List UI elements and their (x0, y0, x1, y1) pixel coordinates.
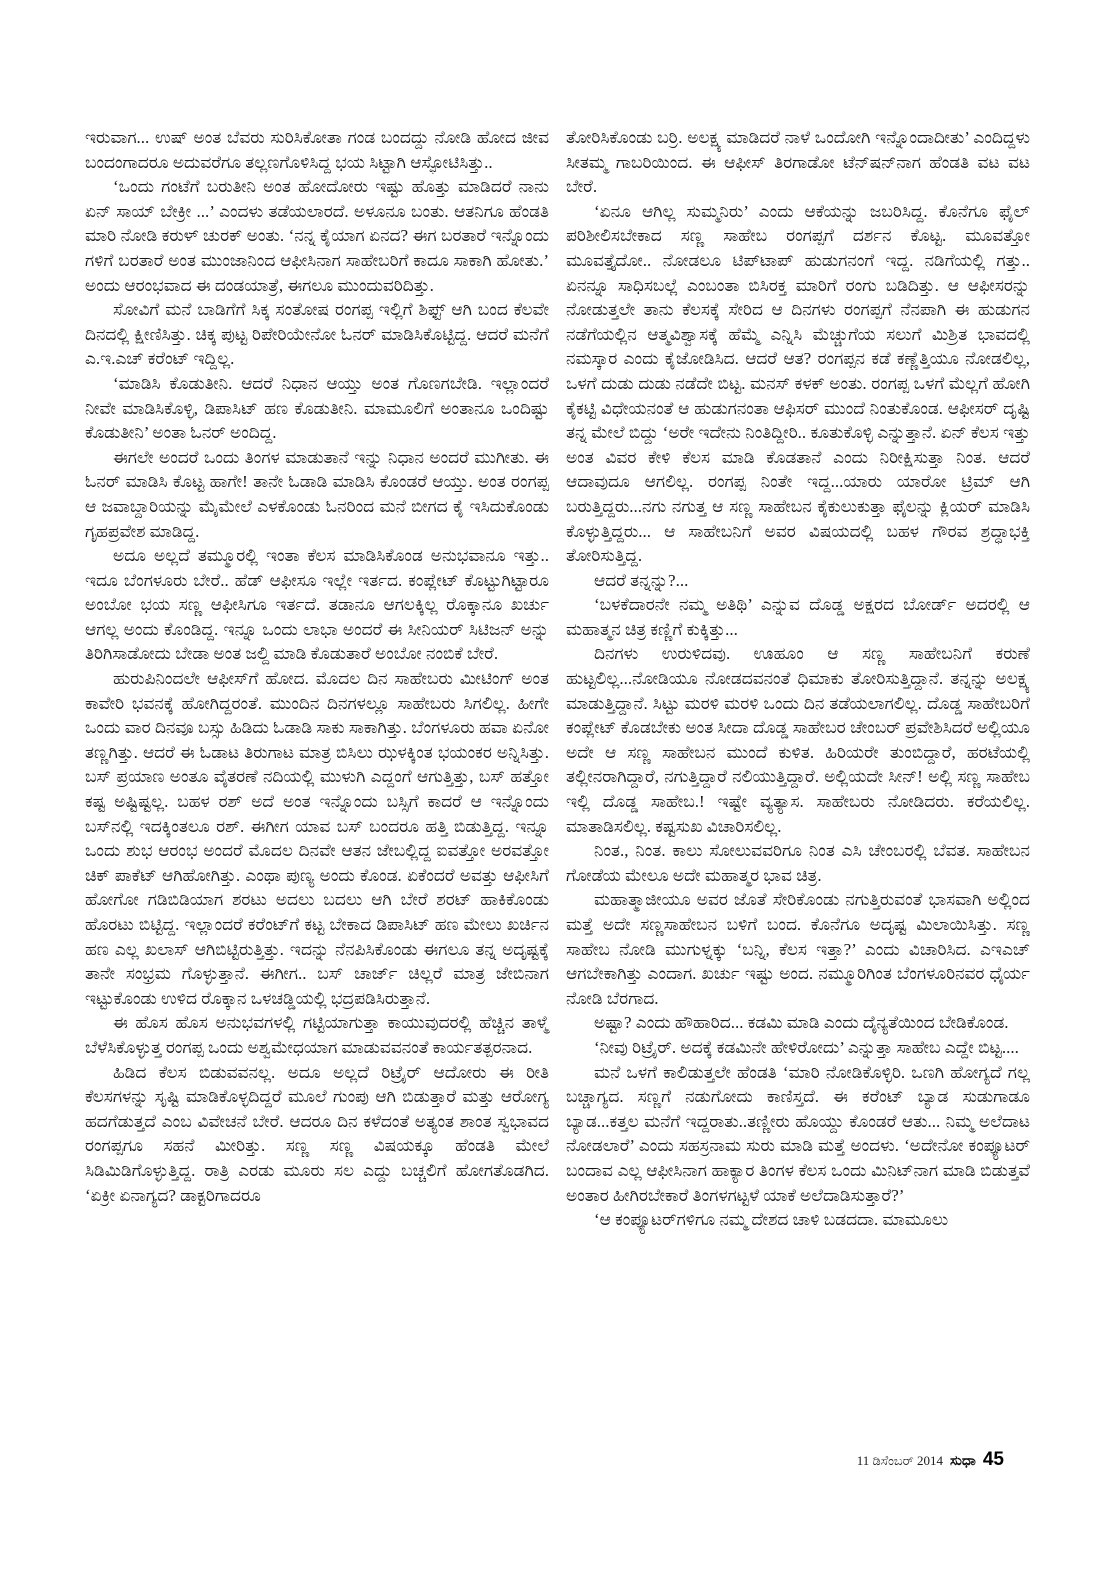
story-paragraph: ನಿಂತ., ನಿಂತ. ಕಾಲು ಸೋಲುವವರಿಗೂ ನಿಂತ ಎಸಿ ಚೇಂಬರಲ್ಲಿ ಬೆವತ. ಸಾಹೇಬನ ಗೋಡೆಯ ಮೇಲೂ ಅದೇ ಮಹಾತ್ಮರ ಭಾವ ಚಿತ್ರ. (566, 841, 1030, 885)
story-paragraph: ಈಗಲೇ ಅಂದರೆ ಒಂದು ತಿಂಗಳ ಮಾಡುತಾನೆ ಇನ್ನು ನಿಧಾನ ಅಂದರೆ ಮುಗೀತು. ಈ ಓನರ್ ಮಾಡಿಸಿ ಕೊಟ್ಟ ಹಾಗೇ! ತಾನೇ ಓಡಾಡಿ ಮಾಡಿಸಿ ಕೊಂಡರೆ ಆಯ್ತು. ಅಂತ ರಂಗಪ್ಪ ಆ ಜವಾಬ್ದಾರಿಯನ್ನು ಮೈಮೇಲೆ ಎಳಕೊಂಡು ಓನರಿಂದ ಮನೆ ಬೀಗದ ಕೈ ಇಸಿದುಕೊಂಡು ಗೃಹಪ್ರವೇಶ ಮಾಡಿದ್ದ. (85, 447, 549, 541)
story-paragraph: ದಿನಗಳು ಉರುಳಿದವು. ಊಹೂಂ ಆ ಸಣ್ಣ ಸಾಹೇಬನಿಗೆ ಕರುಣೆ ಹುಟ್ಟಲಿಲ್ಲ...ನೋಡಿಯೂ ನೋಡದವನಂತೆ ಧಿಮಾಕು ತೋರಿಸುತ್ತಿದ್ದಾನೆ. ತನ್ನನ್ನು ಅಲಕ್ಷ್ಯ ಮಾಡುತ್ತಿದ್ದಾನೆ. ಸಿಟ್ಟು ಮರಳಿ ಮರಳಿ ಒಂದು ದಿನ ತಡೆಯಲಾಗಲಿಲ್ಲ. ದೊಡ್ಡ ಸಾಹೇಬರಿಗೆ ಕಂಪ್ಲೇಟ್ ಕೊಡಬೇಕು ಅಂತ ಸೀದಾ ದೊಡ್ಡ ಸಾಹೇಬರ ಚೇಂಬರ್ ಪ್ರವೇಶಿಸಿದರೆ ಅಲ್ಲಿಯೂ ಅದೇ ಆ ಸಣ್ಣ ಸಾಹೇಬನ ಮುಂದೆ ಕುಳಿತ. ಹಿರಿಯರೇ ತುಂಬಿದ್ದಾರೆ, ಹರಟೆಯಲ್ಲಿ ತಲ್ಲೀನರಾಗಿದ್ದಾರೆ, ನಗುತ್ತಿದ್ದಾರೆ ನಲಿಯುತ್ತಿದ್ದಾರೆ. ಅಲ್ಲಿಯದೇ ಸೀನ್! ಅಲ್ಲಿ ಸಣ್ಣ ಸಾಹೇಬ ಇಲ್ಲಿ ದೊಡ್ಡ ಸಾಹೇಬ.! ಇಷ್ಟೇ ವ್ಯತ್ಯಾಸ. ಸಾಹೇಬರು ನೋಡಿದರು. ಕರೆಯಲಿಲ್ಲ. ಮಾತಾಡಿಸಲಿಲ್ಲ. ಕಷ್ಟಸುಖ ವಿಚಾರಿಸಲಿಲ್ಲ. (566, 644, 1030, 836)
page-footer (857, 1449, 1004, 1471)
story-paragraph: ಅದೂ ಅಲ್ಲದೆ ತಮ್ಮೂರಲ್ಲಿ ಇಂತಾ ಕೆಲಸ ಮಾಡಿಸಿಕೊಂಡ ಅನುಭವಾನೂ ಇತ್ತು.. ಇದೂ ಬೆಂಗಳೂರು ಬೇರೆ.. ಹೆಡ್ ಆಫೀಸೂ ಇಲ್ಲೇ ಇರ್ತದ. ಕಂಪ್ಲೇಟ್ ಕೊಟ್ಟುಗಿಟ್ಟಾರೂ ಅಂಬೋ ಭಯ ಸಣ್ಣ ಆಫೀಸಿಗೂ ಇರ್ತದೆ. ತಡಾನೂ ಆಗಲಕ್ಕಿಲ್ಲ ರೊಕ್ಕಾನೂ ಖರ್ಚು ಆಗಲ್ಲ ಅಂದು ಕೊಂಡಿದ್ದ. ಇನ್ನೂ ಒಂದು ಲಾಭಾ ಅಂದರೆ ಈ ಸೀನಿಯರ್ ಸಿಟಿಜನ್ ಅನ್ನು ತಿರಿಗಿಸಾಡೋದು ಬೇಡಾ ಅಂತ ಜಲ್ದಿ ಮಾಡಿ ಕೊಡುತಾರೆ ಅಂಬೋ ನಂಬಿಕೆ ಬೇರೆ. (85, 546, 549, 664)
footer-page-number: 45 (982, 1449, 1004, 1470)
story-paragraph: ಆದರೆ ತನ್ನನ್ನು?... (594, 570, 689, 590)
story-paragraph: ಮನೆ ಒಳಗೆ ಕಾಲಿಡುತ್ತಲೇ ಹೆಂಡತಿ ‘ಮಾರಿ ನೋಡಿಕೊಳ್ಳಿರಿ. ಒಣಗಿ ಹೋಗ್ಯದೆ ಗಲ್ಲ ಬಚ್ಚಾಗ್ಯದ. ಸಣ್ಣಗೆ ನಡುಗೋದು ಕಾಣಿಸ್ತದೆ. ಈ ಕರೆಂಟ್ ಬ್ಯಾಡ ಸುಡುಗಾಡೂ ಬ್ಯಾಡ...ಕತ್ತಲ ಮನೆಗೆ ಇದ್ದರಾತು..ತಣ್ಣೀರು ಹೊಯ್ದು ಕೊಂಡರೆ ಆತು... ನಿಮ್ಮ ಅಲೆದಾಟ ನೋಡಲಾರೆ’ ಎಂದು ಸಹಸ್ರನಾಮ ಸುರು ಮಾಡಿ ಮತ್ತೆ ಅಂದಳು. ‘ಅದೇನೋ ಕಂಪ್ಯೂಟರ್ ಬಂದಾವ ಎಲ್ಲ ಆಫೀಸಿನಾಗ ಹಾಕ್ಯಾರ ತಿಂಗಳ ಕೆಲಸ ಒಂದು ಮಿನಿಟ್‌ನಾಗ ಮಾಡಿ ಬಿಡುತ್ತವೆ ಅಂತಾರ ಹೀಗಿರಬೇಕಾರೆ ತಿಂಗಳಗಟ್ಟಳೆ ಯಾಕೆ ಅಲೆದಾಡಿಸುತ್ತಾರೆ?’ (566, 1062, 1030, 1205)
footer-magazine-name: ಸುಧಾ (949, 1454, 976, 1469)
story-paragraph: ‘ಏನೂ ಆಗಿಲ್ಲ ಸುಮ್ಮನಿರು’ ಎಂದು ಆಕೆಯನ್ನು ಜಬರಿಸಿದ್ದ. ಕೊನೆಗೂ ಫೈಲ್ ಪರಿಶೀಲಿಸಬೇಕಾದ ಸಣ್ಣ ಸಾಹೇಬ ರಂಗಪ್ಪಗೆ ದರ್ಶನ ಕೊಟ್ಟ. ಮೂವತ್ತೋ ಮೂವತ್ತೈದೋ.. ನೋಡಲೂ ಟಿಪ್‌ಟಾಪ್ ಹುಡುಗನಂಗೆ ಇದ್ದ. ನಡಿಗೆಯಲ್ಲಿ ಗತ್ತು.. ಏನನ್ನೂ ಸಾಧಿಸಬಲ್ಲೆ ಎಂಬಂತಾ ಬಿಸಿರಕ್ತ ಮಾರಿಗೆ ರಂಗು ಬಡಿದಿತ್ತು. ಆ ಆಫೀಸರನ್ನು ನೋಡುತ್ತಲೇ ತಾನು ಕೆಲಸಕ್ಕೆ ಸೇರಿದ ಆ ದಿನಗಳು ರಂಗಪ್ಪಗೆ ನೆನಪಾಗಿ ಈ ಹುಡುಗನ ನಡೆಗೆಯಲ್ಲಿನ ಆತ್ಮವಿಶ್ವಾಸಕ್ಕೆ ಹೆಮ್ಮೆ ಎನ್ನಿಸಿ ಮೆಚ್ಚುಗೆಯ ಸಲುಗೆ ಮಿಶ್ರಿತ ಭಾವದಲ್ಲಿ ನಮಸ್ಕಾರ ಎಂದು ಕೈಜೋಡಿಸಿದ. ಆದರೆ ಆತ? ರಂಗಪ್ಪನ ಕಡೆ ಕಣ್ಣೆತ್ತಿಯೂ ನೋಡಲಿಲ್ಲ, ಒಳಗೆ ದುಡು ದುಡು ನಡೆದೇ ಬಿಟ್ಟ. ಮನಸ್ ಕಳಕ್ ಅಂತು. ರಂಗಪ್ಪ ಒಳಗೆ ಮೆಲ್ಲಗೆ ಹೋಗಿ ಕೈಕಟ್ಟಿ ವಿಧೇಯನಂತೆ ಆ ಹುಡುಗನಂತಾ ಆಫಿಸರ್ ಮುಂದೆ ನಿಂತುಕೊಂಡ. ಆಫೀಸರ್ ದೃಷ್ಟಿ ತನ್ನ ಮೇಲೆ ಬಿದ್ದು ‘ಅರೇ ಇದೇನು ನಿಂತಿದ್ದೀರಿ.. ಕೂತುಕೊಳ್ಳಿ ಎನ್ನುತ್ತಾನೆ. ಏನ್ ಕೆಲಸ ಇತ್ತು ಅಂತ ವಿವರ ಕೇಳಿ ಕೆಲಸ ಮಾಡಿ ಕೊಡತಾನೆ ಎಂದು ನಿರೀಕ್ಷಿಸುತ್ತಾ ನಿಂತ. ಆದರೆ ಆದಾವುದೂ ಆಗಲಿಲ್ಲ. ರಂಗಪ್ಪ ನಿಂತೇ ಇದ್ದ...ಯಾರು ಯಾರೋ ಟ್ರಿಮ್ ಆಗಿ ಬರುತ್ತಿದ್ದರು...ನಗು ನಗುತ್ತ ಆ ಸಣ್ಣ ಸಾಹೇಬನ ಕೈಕುಲುಕುತ್ತಾ ಫೈಲನ್ನು ಕ್ಲಿಯರ್ ಮಾಡಿಸಿ ಕೊಳ್ಳುತ್ತಿದ್ದರು... ಆ ಸಾಹೇಬನಿಗೆ ಅವರ ವಿಷಯದಲ್ಲಿ ಬಹಳ ಗೌರವ ಶ್ರದ್ಧಾಭಕ್ತಿ ತೋರಿಸುತ್ತಿದ್ದ. (566, 201, 1030, 566)
story-paragraph: ‘ಆ ಕಂಪ್ಯೂಟರ್‌ಗಳಿಗೂ ನಮ್ಮ ದೇಶದ ಚಾಳಿ ಬಡದದಾ. ಮಾಮೂಲು (594, 1210, 949, 1230)
footer-issue-date: 11 ಡಿಸೆಂಬರ್ 2014 (856, 1453, 943, 1468)
story-paragraph: ‘ನೀವು ರಿಟ್ರೈರ್. ಅದಕ್ಕೆ ಕಡಮಿನೇ ಹೇಳಿರೋದು’ ಎನ್ನುತ್ತಾ ಸಾಹೇಬ ಎದ್ದೇ ಬಿಟ್ಟ.... (594, 1037, 1019, 1057)
story-paragraph: ಅಷ್ಟಾ? ಎಂದು ಹೌಹಾರಿದ... ಕಡಮಿ ಮಾಡಿ ಎಂದು ದೈನ್ಯತೆಯಿಂದ ಬೇಡಿಕೊಂಡ. (594, 1013, 1009, 1033)
story-paragraph: ಹಿಡಿದ ಕೆಲಸ ಬಿಡುವವನಲ್ಲ. ಅದೂ ಅಲ್ಲದೆ ರಿಟ್ರೈರ್ ಆದೋರು ಈ ರೀತಿ ಕೆಲಸಗಳನ್ನು ಸೃಷ್ಟಿ ಮಾಡಿಕೊಳ್ಳದಿದ್ದರೆ ಮೂಲೆ ಗುಂಪು ಆಗಿ ಬಿಡುತ್ತಾರೆ ಮತ್ತು ಆರೋಗ್ಯ ಹದಗೆಡುತ್ತದೆ ಎಂಬ ವಿವೇಚನೆ ಬೇರೆ. ಆದರೂ ದಿನ ಕಳೆದಂತೆ ಅತ್ಯಂತ ಶಾಂತ ಸ್ವಭಾವದ ರಂಗಪ್ಪಗೂ ಸಹನೆ ಮೀರಿತ್ತು. ಸಣ್ಣ ಸಣ್ಣ ವಿಷಯಕ್ಕೂ ಹೆಂಡತಿ ಮೇಲೆ ಸಿಡಿಮಿಡಿಗೊಳ್ಳುತ್ತಿದ್ದ. ರಾತ್ರಿ ಎರಡು ಮೂರು ಸಲ ಎದ್ದು ಬಚ್ಚಲಿಗೆ ಹೋಗತೊಡಗಿದ. ‘ಏಕ್ರೀ ಏನಾಗ್ಯದ? ಡಾಕ್ಟರಿಗಾದರೂ (85, 1062, 549, 1205)
story-paragraph: ತೋರಿಸಿಕೊಂಡು ಬರ್ರಿ. ಅಲಕ್ಷ್ಯ ಮಾಡಿದರೆ ನಾಳೆ ಒಂದೋಗಿ ಇನ್ನೊಂದಾದೀತು’ ಎಂದಿದ್ದಳು ಸೀತಮ್ಮ ಗಾಬರಿಯಿಂದ. ಈ ಆಫೀಸ್ ತಿರಗಾಡೋ ಟೆನ್‌ಷನ್‌ನಾಗ ಹೆಂಡತಿ ವಟ ವಟ ಬೇರೆ. (566, 128, 1030, 197)
story-paragraph: ಇರುವಾಗ... ಉಷ್ ಅಂತ ಬೆವರು ಸುರಿಸಿಕೋತಾ ಗಂಡ ಬಂದದ್ದು ನೋಡಿ ಹೋದ ಜೀವ ಬಂದಂಗಾದರೂ ಅದುವರೆಗೂ ತಲ್ಲಣಗೊಳಿಸಿದ್ದ ಭಯ ಸಿಟ್ಟಾಗಿ ಆಸ್ಫೋಟಿಸಿತ್ತು.. (85, 128, 549, 172)
story-paragraph: ‘ಬಳಕೆದಾರನೇ ನಮ್ಮ ಅತಿಥಿ’ ಎನ್ನುವ ದೊಡ್ಡ ಅಕ್ಷರದ ಬೋರ್ಡ್ ಅದರಲ್ಲಿ ಆ ಮಹಾತ್ಮನ ಚಿತ್ರ ಕಣ್ಣಿಗೆ ಕುಕ್ಕಿತ್ತು... (566, 595, 1030, 639)
story-body (85, 126, 1030, 1233)
story-paragraph: ಈ ಹೊಸ ಹೊಸ ಅನುಭವಗಳಲ್ಲಿ ಗಟ್ಟಿಯಾಗುತ್ತಾ ಕಾಯುವುದರಲ್ಲಿ ಹೆಚ್ಚಿನ ತಾಳ್ಮೆ ಬೆಳೆಸಿಕೊಳ್ಳುತ್ತ ರಂಗಪ್ಪ ಒಂದು ಅಶ್ವಮೇಧಯಾಗ ಮಾಡುವವನಂತೆ ಕಾರ್ಯತತ್ಪರನಾದ. (85, 1013, 549, 1057)
story-paragraph: ಹುರುಪಿನಿಂದಲೇ ಆಫೀಸ್‌ಗೆ ಹೋದ. ಮೊದಲ ದಿನ ಸಾಹೇಬರು ಮೀಟಿಂಗ್ ಅಂತ ಕಾವೇರಿ ಭವನಕ್ಕೆ ಹೋಗಿದ್ದರಂತೆ. ಮುಂದಿನ ದಿನಗಳಲ್ಲೂ ಸಾಹೇಬರು ಸಿಗಲಿಲ್ಲ. ಹೀಗೇ ಒಂದು ವಾರ ದಿನವೂ ಬಸ್ಸು ಹಿಡಿದು ಓಡಾಡಿ ಸಾಕು ಸಾಕಾಗಿತ್ತು. ಬೆಂಗಳೂರು ಹವಾ ಏನೋ ತಣ್ಣಗಿತ್ತು. ಆದರೆ ಈ ಓಡಾಟ ತಿರುಗಾಟ ಮಾತ್ರ ಬಿಸಿಲು ಝಳಕ್ಕಿಂತ ಭಯಂಕರ ಅನ್ನಿಸಿತ್ತು. ಬಸ್ ಪ್ರಯಾಣ ಅಂತೂ ವೈತರಣೆ ನದಿಯಲ್ಲಿ ಮುಳುಗಿ ಎದ್ದಂಗೆ ಆಗುತ್ತಿತ್ತು, ಬಸ್ ಹತ್ತೋ ಕಷ್ಟ ಅಷ್ಟಿಷ್ಟಲ್ಲ. ಬಹಳ ರಶ್ ಅದೆ ಅಂತ ಇನ್ನೊಂದು ಬಸ್ಸಿಗೆ ಕಾದರೆ ಆ ಇನ್ನೊಂದು ಬಸ್‌ನಲ್ಲಿ ಇದಕ್ಕಿಂತಲೂ ರಶ್. ಈಗೀಗ ಯಾವ ಬಸ್ ಬಂದರೂ ಹತ್ತಿ ಬಿಡುತ್ತಿದ್ದ. ಇನ್ನೂ ಒಂದು ಶುಭ ಆರಂಭ ಅಂದರೆ ಮೊದಲ ದಿನವೇ ಆತನ ಜೇಬಲ್ಲಿದ್ದ ಐವತ್ತೋ ಅರವತ್ತೋ ಚಿಕ್ ಪಾಕೆಟ್ ಆಗಿಹೋಗಿತ್ತು. ಎಂಥಾ ಪುಣ್ಯ ಅಂದು ಕೊಂಡ. ಏಕೆಂದರೆ ಅವತ್ತು ಆಫೀಸಿಗೆ ಹೋಗೋ ಗಡಿಬಿಡಿಯಾಗ ಶರಟು ಅದಲು ಬದಲು ಆಗಿ ಬೇರೆ ಶರಟ್ ಹಾಕಿಕೊಂಡು ಹೊರಟು ಬಿಟ್ಟಿದ್ದ. ಇಲ್ಲಾಂದರೆ ಕರೆಂಟ್‌ಗೆ ಕಟ್ಟ ಬೇಕಾದ ಡಿಪಾಸಿಟ್ ಹಣ ಮೇಲು ಖರ್ಚಿನ ಹಣ ಎಲ್ಲ ಖಲಾಸ್ ಆಗಿಬಿಟ್ಟಿರುತ್ತಿತ್ತು. ಇದನ್ನು ನೆನಪಿಸಿಕೊಂಡು ಈಗಲೂ ತನ್ನ ಅದೃಷ್ಟಕ್ಕೆ ತಾನೇ ಸಂಭ್ರಮ ಗೊಳ್ಳುತ್ತಾನೆ. ಈಗೀಗ.. ಬಸ್ ಚಾರ್ಜ್ ಚಿಲ್ಲರೆ ಮಾತ್ರ ಜೇಬಿನಾಗ ಇಟ್ಟುಕೊಂಡು ಉಳಿದ ರೊಕ್ಕಾನ ಒಳಚಡ್ಡಿಯಲ್ಲಿ ಭದ್ರಪಡಿಸಿರುತ್ತಾನೆ. (85, 669, 549, 1008)
story-paragraph: ‘ಒಂದು ಗಂಟೆಗೆ ಬರುತೀನಿ ಅಂತ ಹೋದೋರು ಇಷ್ಟು ಹೊತ್ತು ಮಾಡಿದರೆ ನಾನು ಏನ್ ಸಾಯ್ ಬೇಕ್ರೀ ...’ ಎಂದಳು ತಡೆಯಲಾರದೆ. ಅಳೂನೂ ಬಂತು. ಆತನಿಗೂ ಹೆಂಡತಿ ಮಾರಿ ನೋಡಿ ಕರುಳ್ ಚುರಕ್ ಅಂತು. ‘ನನ್ನ ಕೈಯಾಗ ಏನದ? ಈಗ ಬರತಾರೆ ಇನ್ನೊಂದು ಗಳಿಗೆ ಬರತಾರೆ ಅಂತ ಮುಂಜಾನಿಂದ ಆಫೀಸಿನಾಗ ಸಾಹೇಬರಿಗೆ ಕಾದೂ ಸಾಕಾಗಿ ಹೋತು.’ ಅಂದು ಆರಂಭವಾದ ಈ ದಂಡಯಾತ್ರೆ, ಈಗಲೂ ಮುಂದುವರಿದಿತ್ತು. (85, 177, 549, 295)
text-column-right (566, 126, 1030, 1233)
text-column-left (85, 126, 549, 1233)
story-paragraph: ಮಹಾತ್ಮಾಜೀಯೂ ಅವರ ಜೊತೆ ಸೇರಿಕೊಂಡು ನಗುತ್ತಿರುವಂತೆ ಭಾಸವಾಗಿ ಅಲ್ಲಿಂದ ಮತ್ತೆ ಅದೇ ಸಣ್ಣಸಾಹೇಬನ ಬಳಿಗೆ ಬಂದ. ಕೊನೆಗೂ ಅದೃಷ್ಟ ಮಿಲಾಯಿಸಿತ್ತು. ಸಣ್ಣ ಸಾಹೇಬ ನೋಡಿ ಮುಗುಳ್ನಕ್ಕು ‘ಬನ್ನಿ, ಕೆಲಸ ಇತ್ತಾ?’ ಎಂದು ವಿಚಾರಿಸಿದ. ಎಇಎಚ್ ಆಗಬೇಕಾಗಿತ್ತು ಎಂದಾಗ. ಖರ್ಚು ಇಷ್ಟು ಅಂದ. ನಮ್ಮೂರಿಗಿಂತ ಬೆಂಗಳೂರಿನವರ ಧೈರ್ಯ ನೋಡಿ ಬೆರಗಾದ. (566, 890, 1030, 1008)
story-paragraph: ಸೋವಿಗೆ ಮನೆ ಬಾಡಿಗೆಗೆ ಸಿಕ್ಕ ಸಂತೋಷ ರಂಗಪ್ಪ ಇಲ್ಲಿಗೆ ಶಿಫ್ಟ್ ಆಗಿ ಬಂದ ಕೆಲವೇ ದಿನದಲ್ಲಿ ಕ್ಷೀಣಿಸಿತ್ತು. ಚಿಕ್ಕ ಪುಟ್ಟ ರಿಪೇರಿಯೇನೋ ಓನರ್ ಮಾಡಿಸಿಕೊಟ್ಟಿದ್ದ. ಆದರೆ ಮನೆಗೆ ಎ.ಇ.ಎಚ್ ಕರೆಂಟ್ ಇದ್ದಿಲ್ಲ. (85, 300, 549, 369)
story-paragraph: ‘ಮಾಡಿಸಿ ಕೊಡುತೀನಿ. ಆದರೆ ನಿಧಾನ ಆಯ್ತು ಅಂತ ಗೊಣಗಬೇಡಿ. ಇಲ್ಲಾಂದರೆ ನೀವೇ ಮಾಡಿಸಿಕೊಳ್ಳಿ, ಡಿಪಾಸಿಟ್ ಹಣ ಕೊಡುತೀನಿ. ಮಾಮೂಲಿಗೆ ಅಂತಾನೂ ಒಂದಿಷ್ಟು ಕೊಡುತೀನಿ’ ಅಂತಾ ಓನರ್ ಅಂದಿದ್ದ. (85, 373, 549, 443)
